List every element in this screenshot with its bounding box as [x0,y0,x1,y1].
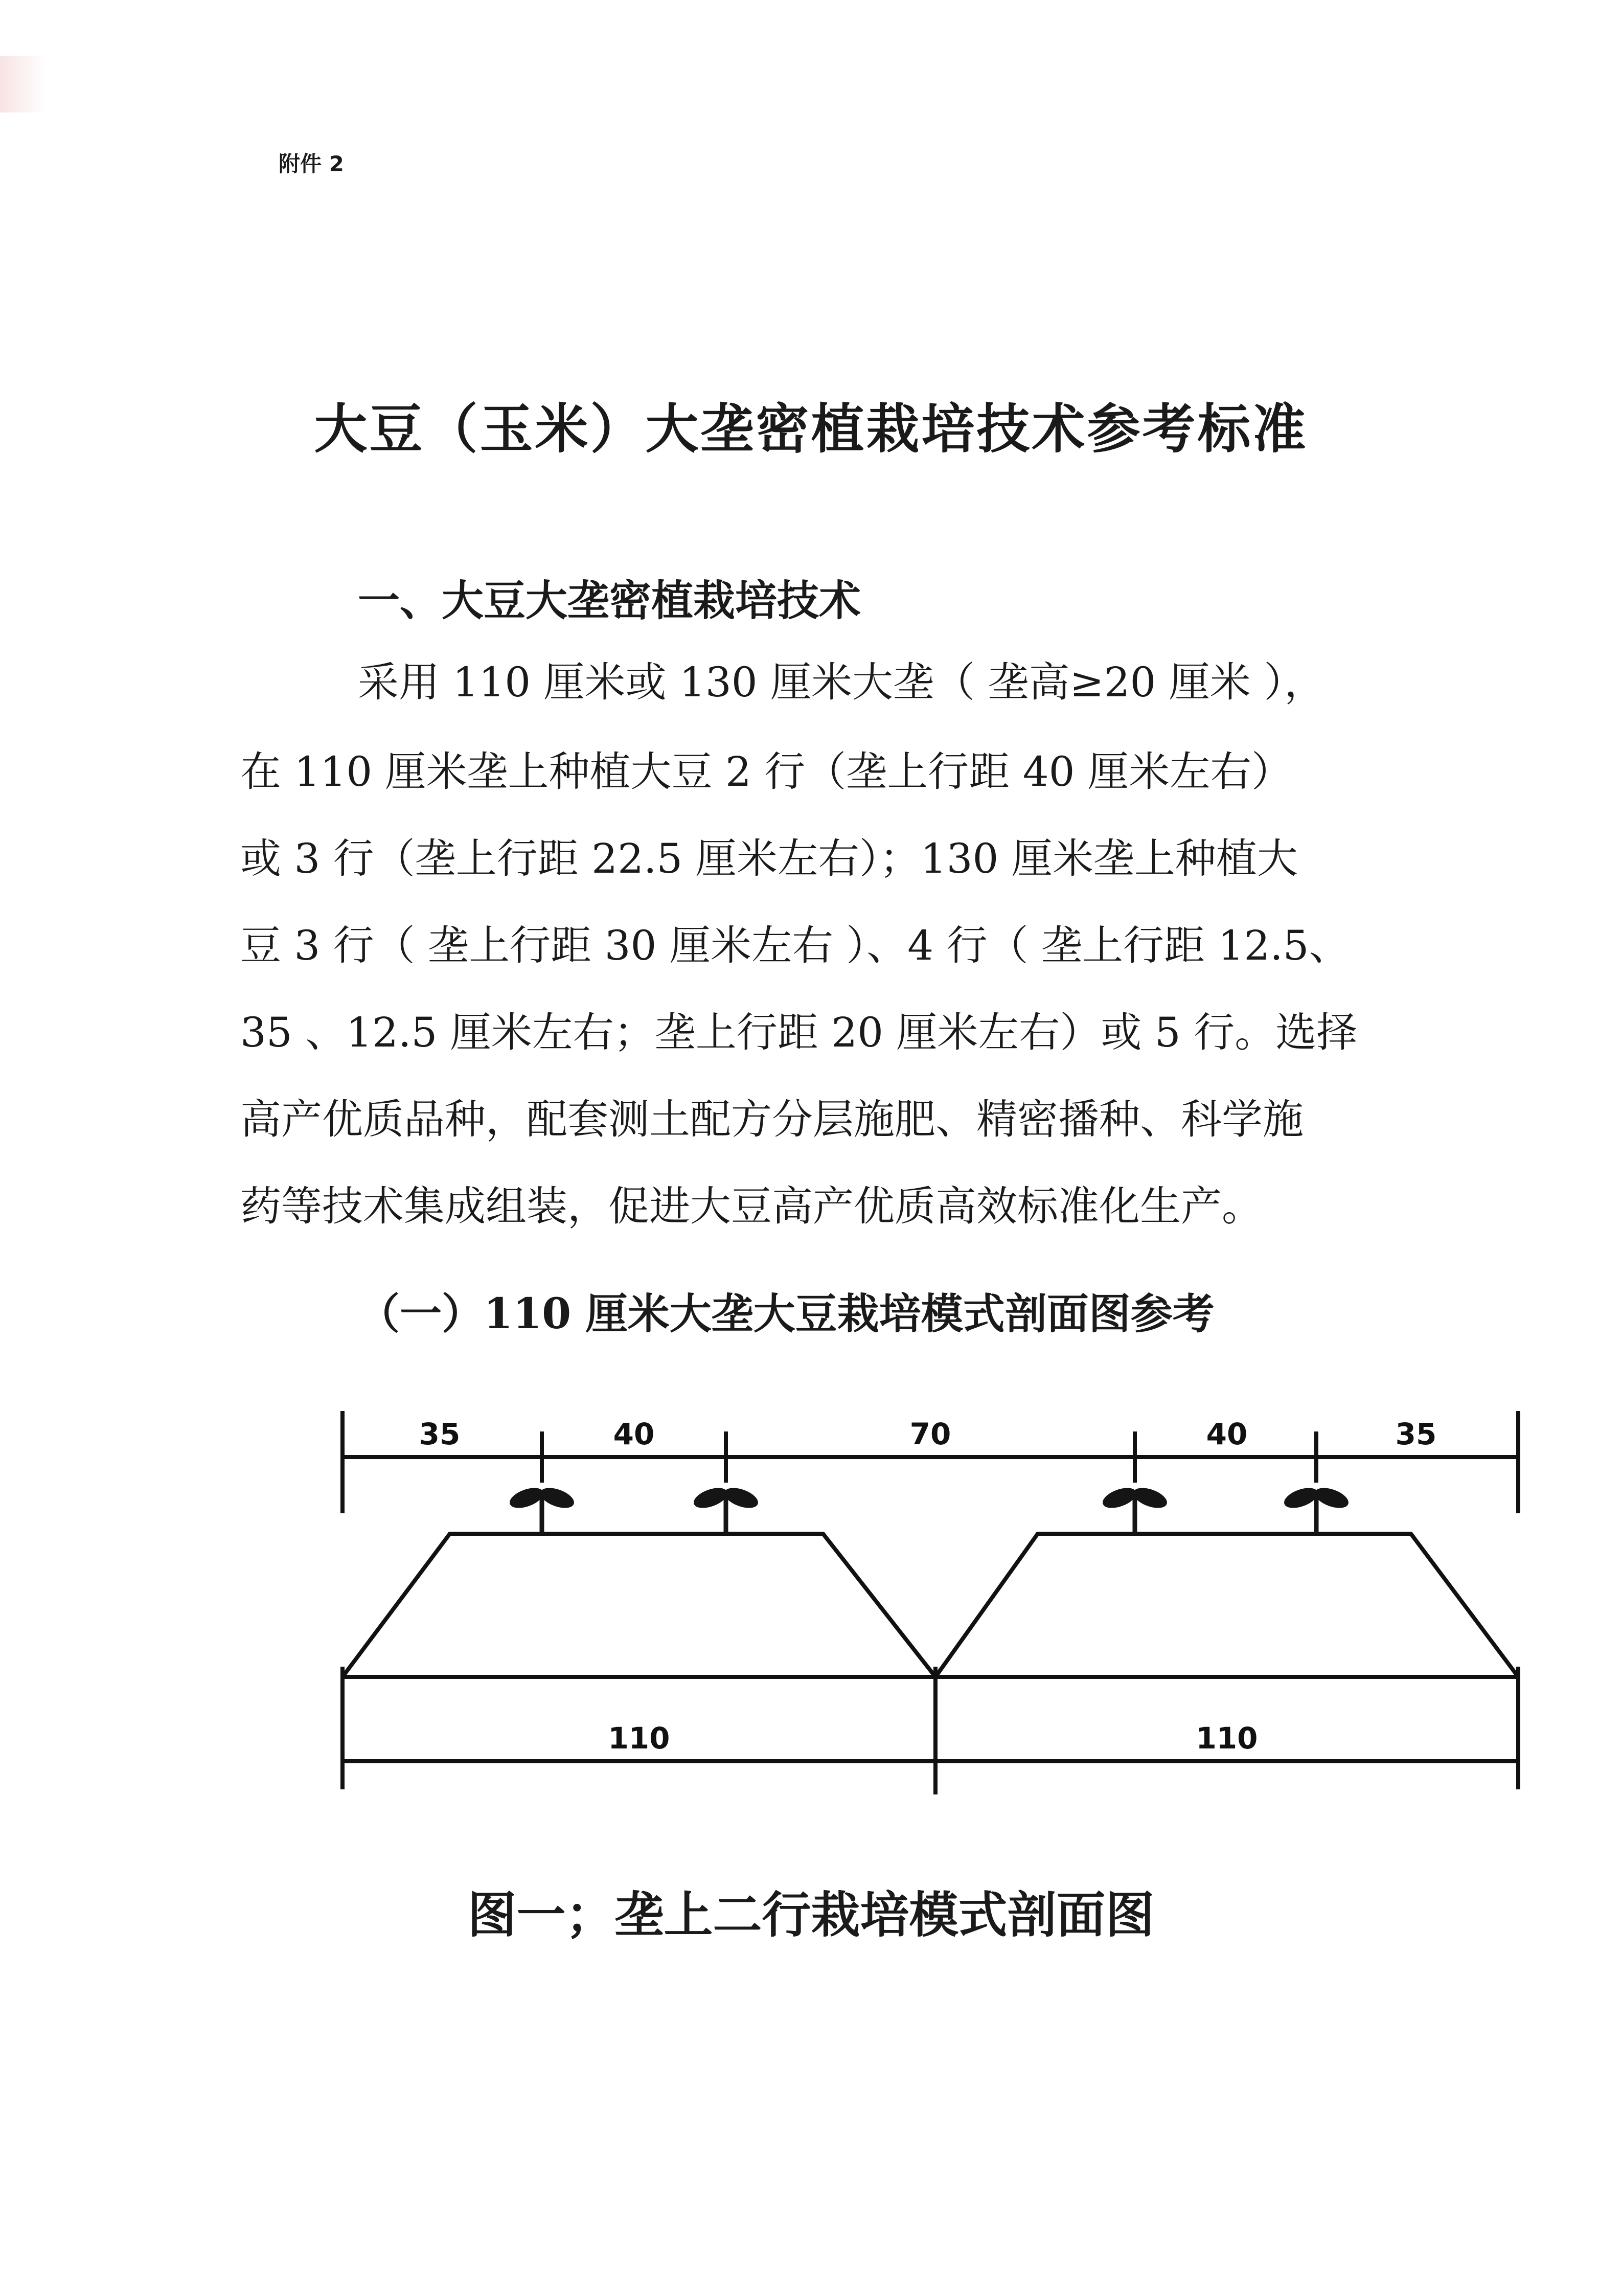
dim-label-40-right: 40 [1206,1417,1248,1451]
attachment-label: 附件 2 [279,151,344,176]
dim-label-70: 70 [909,1417,951,1451]
paragraph-line: 采用 110 厘米或 130 厘米大垄（ 垄高≥20 厘米 ）， [358,658,1326,706]
scan-edge-mark [0,56,46,112]
dim-label-110-right: 110 [1196,1721,1258,1756]
paragraph-line: 药等技术集成组装，促进大豆高产优质高效标准化生产。 [240,1183,1263,1230]
dim-label-110-left: 110 [608,1721,670,1756]
paragraph-line: 高产优质品种，配套测土配方分层施肥、精密播种、科学施 [240,1096,1304,1143]
document-title: 大豆（玉米）大垄密植栽培技术参考标准 [314,397,1308,460]
dim-label-35-left: 35 [419,1417,461,1451]
dim-label-40-left: 40 [613,1417,655,1451]
paragraph-line: 或 3 行（垄上行距 22.5 厘米左右）；130 厘米垄上种植大 [240,835,1298,882]
sub-heading: （一）110 厘米大垄大豆栽培模式剖面图参考 [358,1289,1215,1338]
dim-label-35-right: 35 [1395,1417,1437,1451]
paragraph-line: 35 、12.5 厘米左右；垄上行距 20 厘米左右）或 5 行。选择 [240,1009,1358,1056]
ridge-profile-diagram [312,1380,1549,1805]
paragraph-line: 豆 3 行（ 垄上行距 30 厘米左右 ）、4 行（ 垄上行距 12.5、 [240,922,1350,969]
paragraph-line: 在 110 厘米垄上种植大豆 2 行（垄上行距 40 厘米左右） [240,748,1292,795]
section-heading: 一、大豆大垄密植栽培技术 [358,576,861,625]
figure-caption: 图一；垄上二行栽培模式剖面图 [467,1886,1155,1944]
